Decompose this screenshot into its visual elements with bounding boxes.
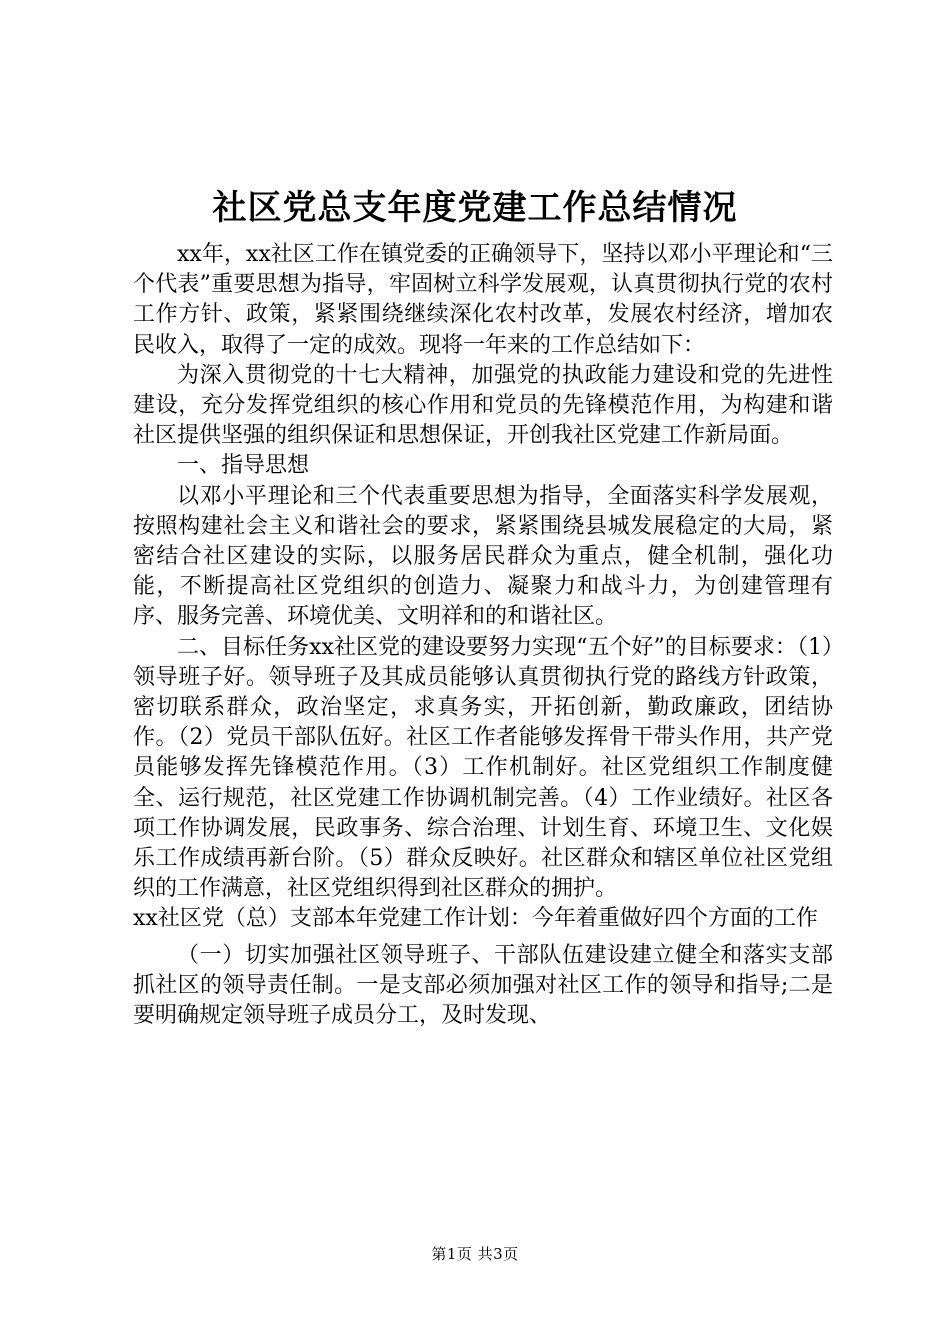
paragraph-purpose: 为深入贯彻党的十七大精神，加强党的执政能力建设和党的先进性建设，充分发挥党组织的核心作用和党员的先锋模范作用，为构建和谐社区提供坚强的组织保证和思想保证，开创我社区党建工作新局面。 bbox=[133, 362, 833, 449]
document-body bbox=[133, 240, 833, 1031]
paragraph-leadership: （一）切实加强社区领导班子、干部队伍建设建立健全和落实支部抓社区的领导责任制。一是支部必须加强对社区工作的领导和指导;二是要明确规定领导班子成员分工，及时发现、 bbox=[133, 942, 833, 1029]
paragraph-intro: xx年，xx社区工作在镇党委的正确领导下，坚持以邓小平理论和“三个代表”重要思想为指导，牢固树立科学发展观，认真贯彻执行党的农村工作方针、政策，紧紧围绕继续深化农村改革，发展农村经济，增加农民收入，取得了一定的成效。现将一年来的工作总结如下： bbox=[133, 242, 833, 358]
section-heading-guiding-thought: 一、指导思想 bbox=[177, 453, 310, 479]
paragraph-work-plan: xx社区党（总）支部本年党建工作计划：今年着重做好四个方面的工作 bbox=[133, 906, 818, 932]
paragraph-goals: 二、目标任务xx社区党的建设要努力实现“五个好”的目标要求：（1）领导班子好。领导班子及其成员能够认真贯彻执行党的路线方针政策，密切联系群众，政治坚定，求真务实，开拓创新，勤政廉政，团结协作。（2）党员干部队伍好。社区工作者能够发挥骨干带头作用，共产党员能够发挥先锋模范作用。（3）工作机制好。社区党组织工作制度健全、运行规范，社区党建工作协调机制完善。（4）工作业绩好。社区各项工作协调发展，民政事务、综合治理、计划生育、环境卫生、文化娱乐工作成绩再新台阶。（5）群众反映好。社区群众和辖区单位社区党组织的工作满意，社区党组织得到社区群众的拥护。 bbox=[133, 634, 833, 902]
paragraph-guiding-thought: 以邓小平理论和三个代表重要思想为指导，全面落实科学发展观，按照构建社会主义和谐社会的要求，紧紧围绕县城发展稳定的大局，紧密结合社区建设的实际，以服务居民群众为重点，健全机制，强化功能，不断提高社区党组织的创造力、凝聚力和战斗力，为创建管理有序、服务完善、环境优美、文明祥和的和谐社区。 bbox=[133, 483, 833, 630]
page-footer: 第1页 共3页 bbox=[431, 1245, 519, 1263]
document-title: 社区党总支年度党建工作总结情况 bbox=[212, 188, 738, 228]
